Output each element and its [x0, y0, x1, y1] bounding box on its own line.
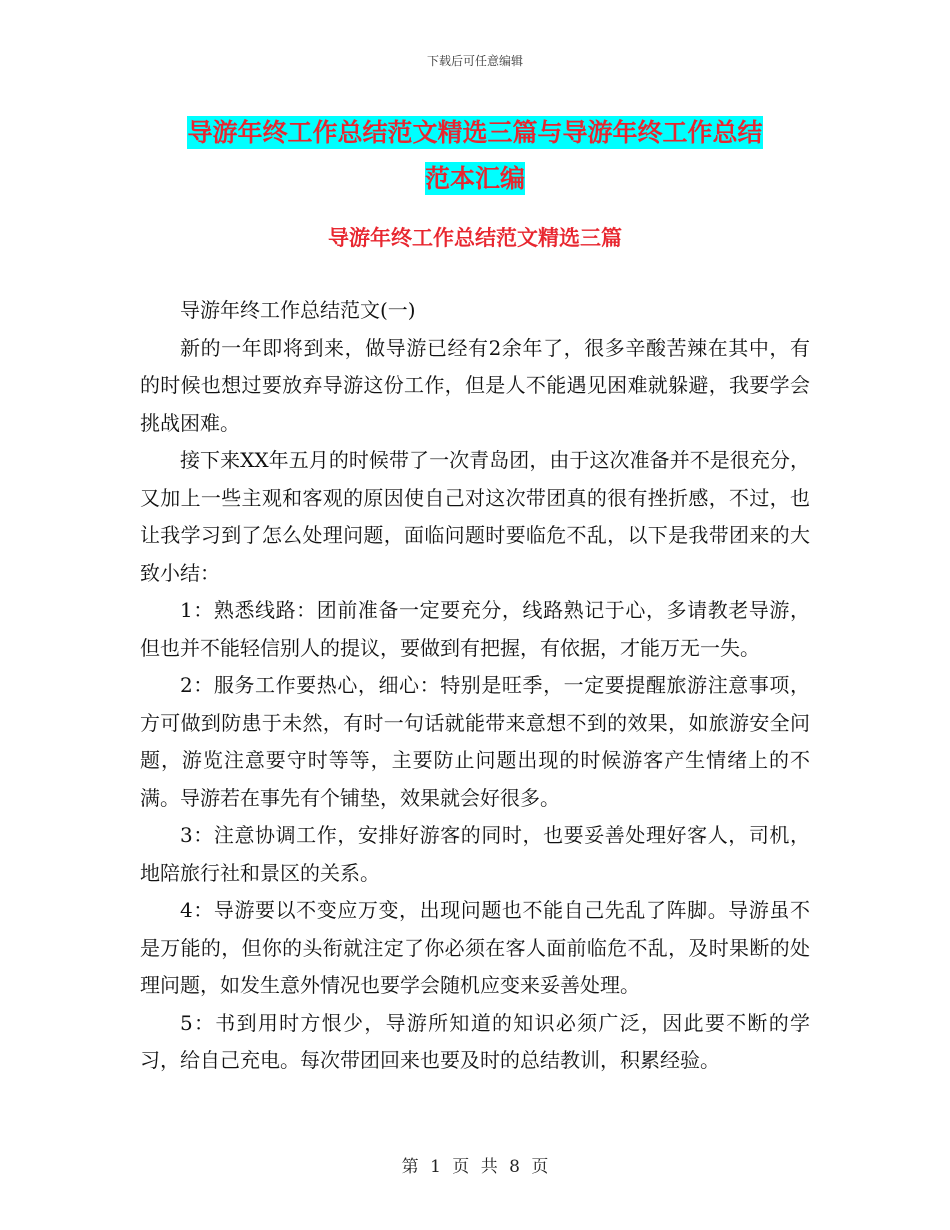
paragraph: 5：书到用时方恨少，导游所知道的知识必须广泛，因此要不断的学习，给自己充电。每次带团回来也要及时的总结教训，积累经验。	[140, 1010, 810, 1072]
document-title-line-2: 范本汇编	[424, 164, 525, 193]
paragraph: 3：注意协调工作，安排好游客的同时，也要妥善处理好客人，司机，地陪旅行社和景区的关系。	[140, 823, 810, 885]
document-body	[140, 292, 810, 1080]
paragraph: 1：熟悉线路：团前准备一定要充分，线路熟记于心，多请教老导游，但也并不能轻信别人的提议，要做到有把握，有依据，才能万无一失。	[140, 598, 810, 660]
document-title	[160, 110, 790, 202]
document-title-line-1: 导游年终工作总结范文精选三篇与导游年终工作总结	[187, 118, 763, 147]
page-header-note: 下载后可任意编辑	[426, 54, 523, 68]
paragraph: 接下来XX年五月的时候带了一次青岛团，由于这次准备并不是很充分，又加上一些主观和客观的原因使自己对这次带团真的很有挫折感，不过，也让我学习到了怎么处理问题，面临问题时要临危不乱，以下是我带团来的大致小结：	[140, 448, 810, 585]
paragraph: 新的一年即将到来，做导游已经有2余年了，很多辛酸苦辣在其中，有的时候也想过要放弃导游这份工作，但是人不能遇见困难就躲避，我要学会挑战困难。	[140, 335, 810, 435]
page-number-footer: 第 1 页 共 8 页	[401, 1157, 549, 1177]
paragraph-subtitle: 导游年终工作总结范文(一)	[180, 298, 416, 322]
paragraph: 4：导游要以不变应万变，出现问题也不能自己先乱了阵脚。导游虽不是万能的，但你的头衔就注定了你必须在客人面前临危不乱，及时果断的处理问题，如发生意外情况也要学会随机应变来妥善处理。	[140, 898, 810, 997]
paragraph: 2：服务工作要热心，细心：特别是旺季，一定要提醒旅游注意事项，方可做到防患于未然，有时一句话就能带来意想不到的效果，如旅游安全问题，游览注意要守时等等，主要防止问题出现的时候游客产生情绪上的不满。导游若在事先有个铺垫，效果就会好很多。	[140, 673, 810, 810]
section-title: 导游年终工作总结范文精选三篇	[328, 226, 622, 250]
